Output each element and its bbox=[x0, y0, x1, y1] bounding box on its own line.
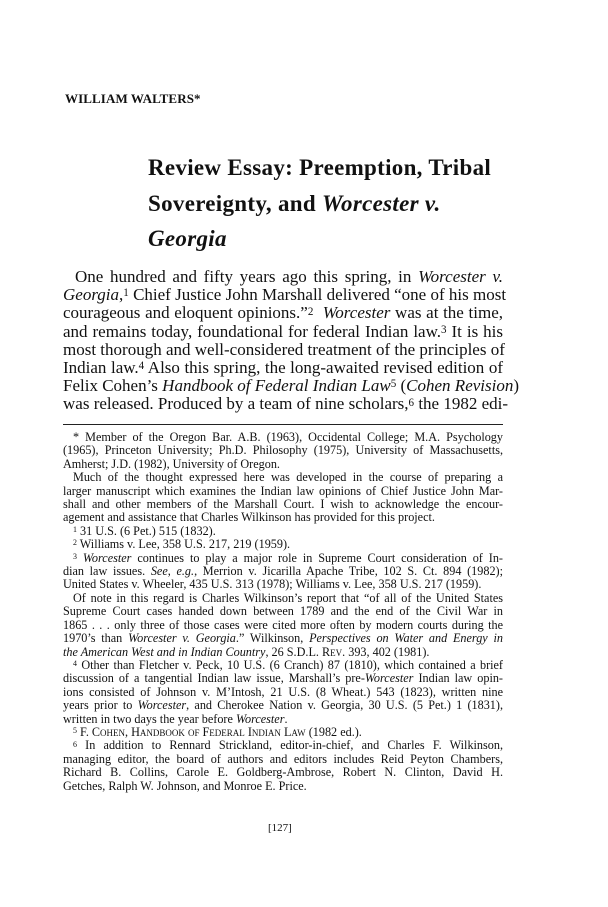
footnote-4-line bbox=[63, 713, 503, 726]
footnote-number: 6 bbox=[73, 739, 77, 749]
footnote-star-line: (1965), Princeton University; Ph.D. Philosophy (1975), University of Massachusetts, bbox=[63, 443, 503, 458]
italic: Worcester bbox=[235, 711, 285, 726]
italic: e.g. bbox=[176, 564, 195, 579]
title-line-3: Georgia bbox=[148, 226, 227, 251]
body-line: most thorough and well-considered treatment of the principles of bbox=[63, 339, 505, 359]
footnote-3-line bbox=[63, 632, 503, 645]
footnote-ref-2[interactable]: 2 bbox=[307, 305, 314, 318]
footnote-ref-6[interactable]: 6 bbox=[408, 396, 415, 409]
text: 1970’s than bbox=[63, 631, 129, 646]
small-caps: Rev bbox=[321, 644, 343, 659]
footnote-6 bbox=[63, 739, 503, 752]
case-name-italic: Worcester v. bbox=[322, 190, 441, 216]
case-name-italic: Worcester v. bbox=[418, 267, 503, 286]
text: ) bbox=[513, 376, 520, 396]
text: courageous and eloquent opinions.” bbox=[63, 303, 308, 323]
body-paragraph bbox=[63, 267, 520, 414]
footnote-1 bbox=[63, 525, 503, 538]
text: Felix Cohen’s bbox=[63, 376, 163, 396]
footnote-ref-5[interactable]: 5 bbox=[390, 378, 397, 391]
text: was released. Produced by a team of nine scholars, bbox=[63, 394, 409, 414]
text: . 393, 402 (1981). bbox=[342, 644, 430, 659]
body-line bbox=[63, 304, 503, 322]
footnote-4-line bbox=[63, 699, 503, 712]
italic: the American West and in Indian Country bbox=[63, 644, 266, 659]
text: continues to play a major role in Supreme Court consideration of In- bbox=[131, 550, 503, 565]
title-line-2 bbox=[148, 186, 528, 222]
footnote-3-line: Supreme Court cases handed down between 1789 and the end of the Civil War in bbox=[63, 604, 503, 619]
footnote-4 bbox=[63, 659, 503, 672]
title-text: Sovereignty, and bbox=[148, 190, 323, 216]
footnote-star-line: larger manuscript which examines the Indian law opinions of Chief Justice John Mar- bbox=[63, 483, 503, 498]
book-title-italic: Handbook of Federal Indian Law bbox=[162, 376, 391, 396]
text: and remains today, foundational for federal Indian law. bbox=[63, 321, 442, 341]
text: written in two days the year before bbox=[63, 711, 236, 726]
footnote-ref-1[interactable]: 1 bbox=[123, 287, 129, 300]
footnote-star-line: Much of the thought expressed here was developed in the course of preparing a bbox=[73, 470, 503, 485]
footnote-star-line: * Member of the Oregon Bar. A.B. (1963), Occidental College; M.A. Psychology bbox=[73, 430, 503, 444]
body-line bbox=[63, 394, 509, 414]
footnote-number: 1 bbox=[73, 525, 77, 535]
footnote-star-line: agement and assistance that Charles Wilkinson has provided for this project. bbox=[63, 510, 435, 525]
footnote-number: 3 bbox=[73, 551, 77, 561]
footnote-6-line: Richard B. Collins, Carole E. Goldberg-Ambrose, Robert N. Clinton, David H. bbox=[63, 765, 503, 780]
text: , Merrion v. Jicarilla Apache Tribe, 102 S. Ct. 894 (1982); bbox=[194, 564, 503, 579]
text: the 1982 edi- bbox=[414, 394, 509, 414]
case-name-italic: Georgia bbox=[63, 285, 120, 305]
title-line-1: Review Essay: Preemption, Tribal bbox=[148, 155, 492, 180]
footnote-3-line: 1865 . . . only three of those cases were cited more often by modern courts during the bbox=[63, 617, 503, 632]
footnote-3-line: Of note in this regard is Charles Wilkinson’s report that “of all of the United States bbox=[73, 590, 503, 605]
footnote-ref-4[interactable]: 4 bbox=[138, 360, 145, 373]
footnote-divider bbox=[63, 424, 503, 425]
text: ( bbox=[396, 376, 407, 396]
text: , 26 S.D.L. bbox=[265, 644, 322, 659]
text: , bbox=[167, 564, 177, 579]
page-number: [127] bbox=[268, 822, 292, 834]
footnote-number: 2 bbox=[73, 538, 77, 548]
body-line bbox=[63, 359, 503, 377]
text: 31 U.S. (6 Pet.) 515 (1832). bbox=[76, 523, 216, 538]
footnotes bbox=[63, 431, 503, 793]
footnote-ref-3[interactable]: 3 bbox=[441, 323, 447, 336]
footnote-number: 4 bbox=[73, 659, 77, 669]
footnote-star-line: Amherst; J.D. (1982), University of Oregon. bbox=[63, 456, 280, 471]
text: , and Cherokee Nation v. Georgia, 30 U.S. (5 Pet.) 1 (1831), bbox=[186, 698, 504, 713]
author-name: WILLIAM WALTERS* bbox=[65, 91, 201, 106]
text: Chief Justice John Marshall delivered “one of his most bbox=[128, 285, 507, 305]
footnote-3-line bbox=[63, 646, 503, 659]
text: . bbox=[284, 711, 288, 726]
text: Williams v. Lee, 358 U.S. 217, 219 (1959). bbox=[76, 537, 291, 552]
text: In addition to Rennard Strickland, editor-in-chief, and Charles F. Wilkinson, bbox=[76, 738, 503, 753]
text: discussion of a tangential Indian law issue, Marshall’s pre- bbox=[63, 671, 365, 686]
footnote-star-line: shall and other members of the Marshall Court. I wish to acknowledge the encour- bbox=[63, 497, 503, 512]
body-line bbox=[63, 268, 503, 286]
italic: Worcester bbox=[364, 671, 414, 686]
short-title-italic: Cohen Revision bbox=[406, 376, 514, 396]
article-title bbox=[148, 150, 528, 257]
text: One hundred and fifty years ago this spring, in bbox=[75, 267, 419, 286]
text: dian law issues. bbox=[63, 564, 151, 579]
footnote-4-line: ions consisted of Johnson v. M’Intosh, 21 U.S. (8 Wheat.) 543 (1823), written nine bbox=[63, 684, 503, 699]
body-line bbox=[63, 376, 520, 396]
text: .” Wilkinson, bbox=[235, 631, 310, 646]
footnote-4-line bbox=[63, 672, 503, 685]
italic: Perspectives on Water and Energy in bbox=[309, 631, 503, 646]
text: Indian law opin- bbox=[413, 671, 503, 686]
italic: See bbox=[150, 564, 168, 579]
italic: Worcester bbox=[137, 698, 187, 713]
footnote-2 bbox=[63, 538, 503, 551]
text: Also this spring, the long-awaited revised edition of bbox=[144, 358, 504, 378]
body-line: Georgia,$^1$ Chief Justice John Marshall delivered “one of his most bbox=[63, 285, 507, 305]
text: years prior to bbox=[63, 698, 138, 713]
case-name-italic: Worcester bbox=[322, 303, 391, 323]
text: Indian law. bbox=[63, 358, 139, 378]
footnote-3-line bbox=[63, 565, 503, 578]
footnote-number: 5 bbox=[73, 726, 77, 736]
footnote-3 bbox=[63, 552, 503, 565]
small-caps: F. Cohen, Handbook of Federal Indian Law bbox=[76, 724, 306, 739]
footnote-6-line: managing editor, the board of authors and editors includes Reid Peyton Chambers, bbox=[63, 751, 503, 766]
text: Other than Fletcher v. Peck, 10 U.S. (6 Cranch) 87 (1810), which contained a brief bbox=[76, 657, 503, 672]
text: was at the time, bbox=[390, 303, 503, 323]
body-line bbox=[63, 323, 503, 341]
footnote-5 bbox=[63, 726, 503, 739]
italic: Worcester v. Georgia bbox=[128, 631, 236, 646]
text: It is his bbox=[446, 321, 503, 341]
text: (1982 ed.). bbox=[305, 724, 362, 739]
footnote-6-line: Getches, Ralph W. Johnson, and Monroe E. Price. bbox=[63, 778, 307, 793]
footnote-3-line: United States v. Wheeler, 435 U.S. 313 (1978); Williams v. Lee, 358 U.S. 217 (1959). bbox=[63, 577, 482, 592]
italic: Worcester bbox=[82, 550, 132, 565]
